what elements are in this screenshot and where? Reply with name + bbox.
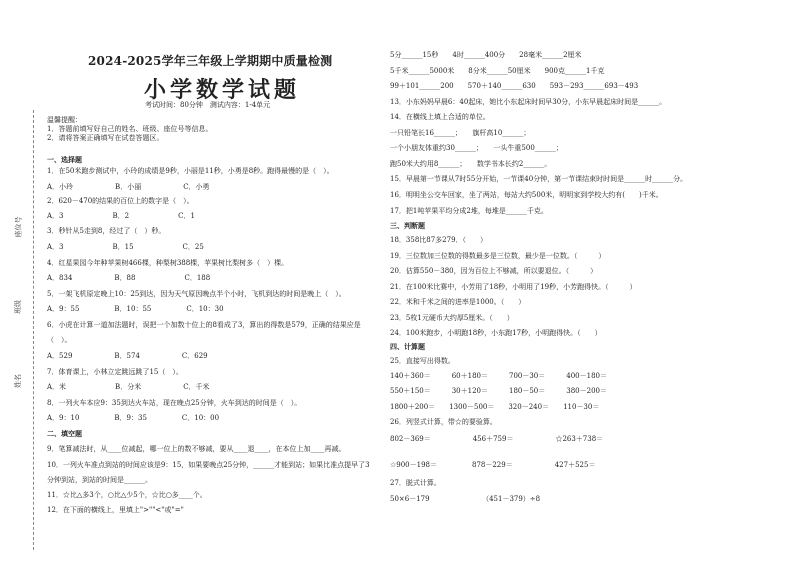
question-line: （ ）。 <box>47 336 72 344</box>
section-heading: 二、填空题 <box>47 430 82 438</box>
page-title: 小学数学试题 <box>144 77 301 103</box>
question-line: 550＋150＝ 30＋120＝ 180－50＝ 380－200＝ <box>390 387 607 395</box>
notice-item: 2．请将答案正确填写在试卷答题区。 <box>47 134 164 142</box>
question-line: 20．估算550－380，因为百位上不够减，所以要退位。（ ） <box>390 267 598 275</box>
question-line: 22．米和千米之间的进率是1000。（ ） <box>390 298 526 306</box>
class-label: 班级 <box>14 300 22 314</box>
question-line: 11．☆比△多3个，○比△少5个，☆比○多____个。 <box>47 491 207 499</box>
exam-info: 考试时间：80分钟 测试内容：1-4单元 <box>145 101 271 109</box>
question-line: A．米 B．分米 C．千米 <box>47 383 210 391</box>
notice-title: 温馨提醒： <box>47 116 82 124</box>
question-line: 跑50米大约用8______； 数学书本长约2______。 <box>390 160 552 168</box>
question-line: A．9：10 B．9：35 C．10：00 <box>47 414 220 422</box>
question-line: 1．在50米跑步测试中，小玲的成绩是9秒，小丽是11秒，小勇是8秒。跑得最慢的是（ ）。 <box>47 167 334 175</box>
question-line: 26．列竖式计算，带☆的要验算。 <box>390 418 497 426</box>
question-line: 9．笔算减法时，从____位减起，哪一位上的数不够减，要从____退____，在本位上加____再减。 <box>47 445 346 453</box>
question-line: ☆900－198＝ 878－229＝ 427＋525＝ <box>390 461 596 469</box>
question-line: 23．5枚1元硬币大约厚5厘米。（ ） <box>390 314 514 322</box>
question-line: 21．在100米比赛中，小芳用了18秒，小明用了19秒，小芳跑得快。（ ） <box>390 283 637 291</box>
question-line: 一只铅笔长16______； 旗杆高10______； <box>390 129 531 137</box>
question-line: 10．一列火车准点到站的时间应该是9：15，如果要晚点25分钟，______才能到站；如果比准点提早了3 <box>47 461 370 469</box>
question-line: 4．红星果园今年种苹果树466棵，种梨树388棵，苹果树比梨树多（ ）棵。 <box>47 259 289 267</box>
question-line: A．3 B．15 C．25 <box>47 243 204 251</box>
name-label: 姓名 <box>14 374 22 388</box>
section-heading: 一、选择题 <box>47 156 82 164</box>
question-line: 7．体育课上，小林立定跳远跳了15（ ）。 <box>47 368 183 376</box>
question-line: 19．三位数加三位数的得数最多是三位数，最少是一位数。（ ） <box>390 252 606 260</box>
question-line: 16．明明坐公交车回家，坐了两站，每站大约500米，明明家到学校大约有( )千米。 <box>390 191 663 199</box>
notice-item: 1．答题前填写好自己的姓名、班级、座位号等信息。 <box>47 125 213 133</box>
question-line: 5分______15秒 4时______400分 28毫米______2厘米 <box>390 51 582 59</box>
question-line: 14．在横线上填上合适的单位。 <box>390 113 490 121</box>
question-line: 13．小东妈妈早晨6：40起床，她比小东起床时间早30分，小东早晨起床时间是______。 <box>390 98 667 106</box>
question-line: 25．直接写出得数。 <box>390 357 455 365</box>
question-line: 分钟到站，到站的时间是______。 <box>47 476 152 484</box>
question-line: 5千米______5000米 8分米______50厘米 900克______1千克 <box>390 67 605 75</box>
question-line: 140＋360＝ 60＋180＝ 700－30＝ 400－180＝ <box>390 372 607 380</box>
question-line: A．3 B．2 C．1 <box>47 212 195 220</box>
question-line: 27．脱式计算。 <box>390 479 441 487</box>
question-line: 5．一架飞机原定晚上10：25到达，因为天气原因晚点半个小时，飞机到达的时间是晚上（ ）。 <box>47 290 346 298</box>
question-line: 17．把1吨苹果平均分成2堆，每堆是______千克。 <box>390 207 548 215</box>
section-heading: 三、判断题 <box>390 222 425 230</box>
question-line: 8．一列火车本应9：35到达火车站，现在晚点25分钟，火车到达的时间是（ ）。 <box>47 399 302 407</box>
question-line: 24．100米跑步，小明跑18秒，小东跑17秒，小明跑得快。（ ） <box>390 329 602 337</box>
question-line: 12．在下面的横线上，里填上">""<"或"=" <box>47 506 184 514</box>
question-line: 3．秒针从5走到8，经过了（ ）秒。 <box>47 227 166 235</box>
section-heading: 四、计算题 <box>390 343 425 351</box>
question-line: 18．358比87多279．（ ） <box>390 236 488 244</box>
question-line: 6．小虎在计算一道加法题时，误把一个加数十位上的8看成了3，算出的得数是579，正确的结果应是 <box>47 321 361 329</box>
question-line: 802－369＝ 456＋759＝ ☆263＋738＝ <box>390 435 604 443</box>
question-line: A．834 B．88 C．188 <box>47 274 211 282</box>
binding-line <box>33 110 34 550</box>
question-line: 一个小朋友体重约30______； 一头牛重500______； <box>390 144 563 152</box>
question-line: 50×6－179 （451－379）÷8 <box>390 495 541 503</box>
question-line: A．9：55 B．10：55 C．10：30 <box>47 305 224 313</box>
question-line: 99＋101______200 570＋140______630 593－293______693－493 <box>390 82 639 90</box>
question-line: 1800＋200＝ 1300－500＝ 320－240＝ 110－30＝ <box>390 403 600 411</box>
question-line: A．小玲 B．小丽 C．小勇 <box>47 183 210 191</box>
question-line: 15．早晨第一节课从7时55分开始，一节课40分钟，第一节课结束时时间是______时______分。 <box>390 175 688 183</box>
question-line: A．529 B．574 C．629 <box>47 352 208 360</box>
question-line: 2．620－470的结果的百位上的数字是（ ）。 <box>47 197 194 205</box>
exam-header-title: 2024-2025学年三年级上学期期中质量检测 <box>88 54 333 68</box>
seat-number-label: 座位号 <box>14 216 23 238</box>
